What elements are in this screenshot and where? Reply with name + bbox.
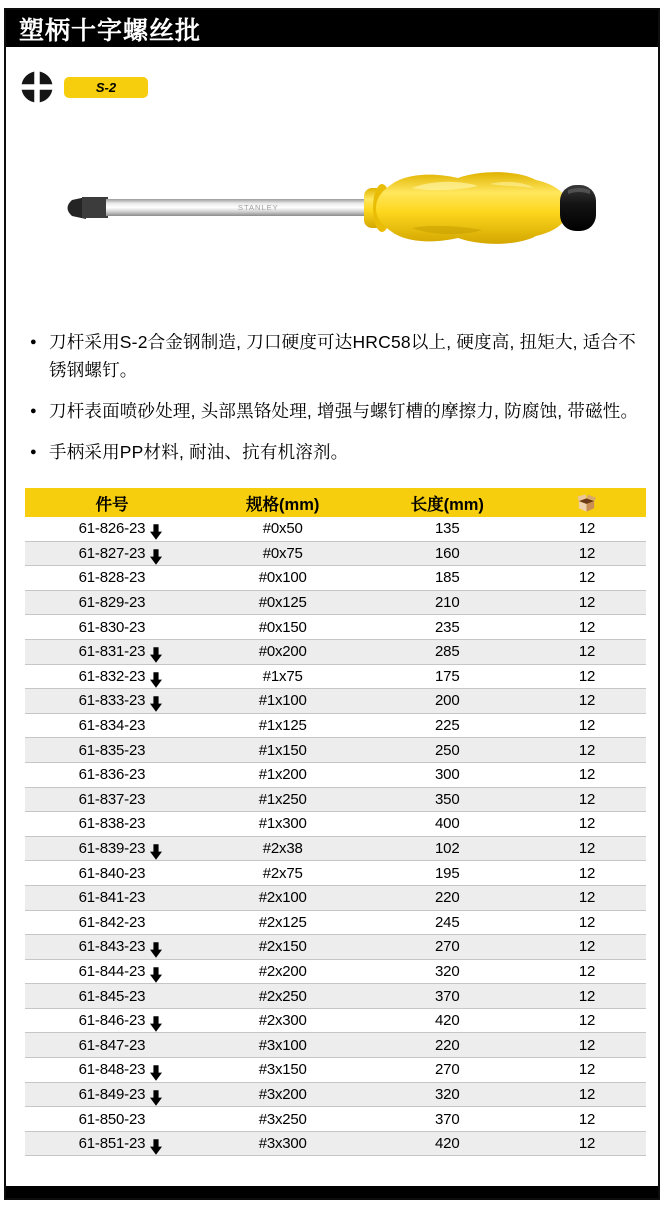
- part-number-cell: [25, 643, 199, 660]
- pack-qty-cell: 12: [578, 766, 596, 784]
- badge-row: [20, 70, 148, 104]
- down-arrow-icon: [150, 942, 162, 958]
- part-number: 61-841-23: [78, 889, 146, 907]
- down-arrow-icon: [150, 647, 162, 663]
- pack-qty-cell: 12: [578, 938, 596, 956]
- length-cell: 420: [435, 1012, 460, 1030]
- table-row: [25, 812, 646, 837]
- pack-qty-cell: 12: [578, 1110, 596, 1128]
- pack-qty-cell: 12: [578, 790, 596, 808]
- page-title-bar: [6, 10, 658, 47]
- table-row: [25, 861, 646, 886]
- spec-cell: #3x200: [258, 1085, 307, 1103]
- length-cell: 285: [435, 643, 460, 661]
- part-number-cell: [25, 889, 199, 906]
- page-title: 塑柄十字螺丝批: [19, 16, 202, 45]
- feature-text: 刀杆表面喷砂处理, 头部黑铬处理, 增强与螺钉槽的摩擦力, 防腐蚀, 带磁性。: [49, 401, 639, 421]
- column-header-length: 长度(mm): [410, 495, 484, 514]
- length-cell: 350: [435, 790, 460, 808]
- length-cell: 270: [435, 938, 460, 956]
- length-cell: 225: [435, 717, 460, 735]
- footer-bar: [6, 1186, 658, 1198]
- brand-mark: STANLEY: [238, 203, 279, 212]
- part-number: 61-826-23: [78, 520, 146, 538]
- table-row: [25, 1107, 646, 1132]
- product-image: [20, 130, 632, 290]
- spec-table-body: [25, 517, 646, 1156]
- down-arrow-icon: [150, 1090, 162, 1106]
- column-header-pack-qty: [528, 493, 646, 513]
- spec-cell: #0x200: [258, 643, 307, 661]
- table-row: [25, 738, 646, 763]
- part-number: 61-845-23: [78, 987, 146, 1005]
- part-number: 61-847-23: [78, 1036, 146, 1054]
- table-row: [25, 935, 646, 960]
- pack-qty-cell: 12: [578, 667, 596, 685]
- length-cell: 245: [435, 913, 460, 931]
- table-row: [25, 665, 646, 690]
- table-row: [25, 763, 646, 788]
- steel-grade-label: S-2: [95, 79, 117, 95]
- spec-cell: #2x100: [258, 889, 307, 907]
- table-row: [25, 837, 646, 862]
- part-number-cell: [25, 545, 199, 562]
- bullet-icon: ●: [30, 446, 37, 458]
- spec-cell: #3x150: [258, 1061, 307, 1079]
- pack-qty-cell: 12: [578, 692, 596, 710]
- part-number-cell: [25, 988, 199, 1005]
- pack-qty-cell: 12: [578, 1036, 596, 1054]
- part-number: 61-851-23: [78, 1135, 146, 1153]
- part-number: 61-842-23: [78, 913, 146, 931]
- part-number-cell: [25, 938, 199, 955]
- length-cell: 220: [435, 1036, 460, 1054]
- spec-cell: #1x125: [258, 717, 307, 735]
- part-number-cell: [25, 766, 199, 783]
- part-number: 61-836-23: [78, 766, 146, 784]
- feature-text: 手柄采用PP材料, 耐油、抗有机溶剂。: [49, 442, 349, 462]
- column-header-part-no: 件号: [95, 495, 129, 514]
- table-row: [25, 517, 646, 542]
- pack-qty-cell: 12: [578, 815, 596, 833]
- spec-cell: #0x100: [258, 569, 307, 587]
- column-header-spec: 规格(mm): [246, 495, 320, 514]
- catalog-page: [4, 8, 660, 1200]
- part-number-cell: [25, 594, 199, 611]
- part-number: 61-830-23: [78, 618, 146, 636]
- box-icon: [575, 493, 598, 513]
- part-number-cell: [25, 1086, 199, 1103]
- down-arrow-icon: [150, 967, 162, 983]
- table-row: [25, 1132, 646, 1157]
- table-row: [25, 911, 646, 936]
- spec-cell: #1x100: [258, 692, 307, 710]
- part-number: 61-849-23: [78, 1085, 146, 1103]
- part-number-cell: [25, 963, 199, 980]
- part-number: 61-828-23: [78, 569, 146, 587]
- part-number-cell: [25, 1111, 199, 1128]
- pack-qty-cell: 12: [578, 1085, 596, 1103]
- part-number: 61-839-23: [78, 840, 146, 858]
- bullet-icon: ●: [30, 405, 37, 417]
- part-number: 61-848-23: [78, 1061, 146, 1079]
- table-row: [25, 689, 646, 714]
- spec-cell: #2x200: [258, 962, 307, 980]
- part-number: 61-843-23: [78, 938, 146, 956]
- spec-cell: #2x150: [258, 938, 307, 956]
- feature-item: [30, 397, 646, 425]
- spec-cell: #2x250: [258, 987, 307, 1005]
- feature-list: [30, 328, 646, 479]
- length-cell: 235: [435, 618, 460, 636]
- part-number-cell: [25, 619, 199, 636]
- table-row: [25, 788, 646, 813]
- part-number: 61-840-23: [78, 864, 146, 882]
- down-arrow-icon: [150, 1139, 162, 1155]
- spec-cell: #1x150: [258, 741, 307, 759]
- down-arrow-icon: [150, 844, 162, 860]
- spec-cell: #0x50: [262, 520, 303, 538]
- spec-cell: #1x250: [258, 790, 307, 808]
- part-number-cell: [25, 1037, 199, 1054]
- part-number-cell: [25, 668, 199, 685]
- steel-grade-badge: [64, 77, 148, 98]
- part-number-cell: [25, 569, 199, 586]
- spec-table-header: [25, 488, 646, 517]
- table-row: [25, 714, 646, 739]
- down-arrow-icon: [150, 1016, 162, 1032]
- pack-qty-cell: 12: [578, 987, 596, 1005]
- spec-cell: #0x125: [258, 594, 307, 612]
- length-cell: 320: [435, 1085, 460, 1103]
- part-number: 61-846-23: [78, 1012, 146, 1030]
- table-row: [25, 615, 646, 640]
- spec-cell: #1x300: [258, 815, 307, 833]
- down-arrow-icon: [150, 672, 162, 688]
- length-cell: 300: [435, 766, 460, 784]
- pack-qty-cell: 12: [578, 1135, 596, 1153]
- down-arrow-icon: [150, 1065, 162, 1081]
- feature-item: [30, 328, 646, 384]
- spec-cell: #3x100: [258, 1036, 307, 1054]
- phillips-cross-icon: [20, 70, 54, 104]
- length-cell: 370: [435, 987, 460, 1005]
- spec-cell: #1x75: [262, 667, 303, 685]
- length-cell: 400: [435, 815, 460, 833]
- length-cell: 102: [435, 840, 460, 858]
- table-row: [25, 1058, 646, 1083]
- pack-qty-cell: 12: [578, 864, 596, 882]
- spec-table: [25, 488, 646, 1156]
- part-number-cell: [25, 1012, 199, 1029]
- part-number-cell: [25, 865, 199, 882]
- table-row: [25, 960, 646, 985]
- part-number: 61-832-23: [78, 667, 146, 685]
- table-row: [25, 1083, 646, 1108]
- length-cell: 320: [435, 962, 460, 980]
- bullet-icon: ●: [30, 336, 37, 348]
- table-row: [25, 542, 646, 567]
- table-row: [25, 640, 646, 665]
- part-number: 61-827-23: [78, 544, 146, 562]
- part-number-cell: [25, 791, 199, 808]
- part-number-cell: [25, 815, 199, 832]
- pack-qty-cell: 12: [578, 520, 596, 538]
- table-row: [25, 566, 646, 591]
- spec-cell: #1x200: [258, 766, 307, 784]
- length-cell: 270: [435, 1061, 460, 1079]
- length-cell: 160: [435, 544, 460, 562]
- spec-cell: #2x75: [262, 864, 303, 882]
- part-number: 61-834-23: [78, 717, 146, 735]
- part-number: 61-829-23: [78, 594, 146, 612]
- pack-qty-cell: 12: [578, 1061, 596, 1079]
- part-number: 61-837-23: [78, 790, 146, 808]
- part-number-cell: [25, 717, 199, 734]
- pack-qty-cell: 12: [578, 717, 596, 735]
- pack-qty-cell: 12: [578, 1012, 596, 1030]
- length-cell: 420: [435, 1135, 460, 1153]
- part-number-cell: [25, 1061, 199, 1078]
- table-row: [25, 591, 646, 616]
- table-row: [25, 1009, 646, 1034]
- length-cell: 220: [435, 889, 460, 907]
- length-cell: 370: [435, 1110, 460, 1128]
- down-arrow-icon: [150, 524, 162, 540]
- pack-qty-cell: 12: [578, 889, 596, 907]
- part-number-cell: [25, 914, 199, 931]
- table-row: [25, 886, 646, 911]
- spec-cell: #0x75: [262, 544, 303, 562]
- part-number: 61-850-23: [78, 1110, 146, 1128]
- length-cell: 135: [435, 520, 460, 538]
- part-number-cell: [25, 520, 199, 537]
- length-cell: 195: [435, 864, 460, 882]
- feature-text: 刀杆采用S-2合金钢制造, 刀口硬度可达HRC58以上, 硬度高, 扭矩大, 适合不锈钢螺钉。: [49, 332, 636, 380]
- length-cell: 250: [435, 741, 460, 759]
- length-cell: 185: [435, 569, 460, 587]
- feature-item: [30, 438, 646, 466]
- down-arrow-icon: [150, 549, 162, 565]
- spec-cell: #2x38: [262, 840, 303, 858]
- pack-qty-cell: 12: [578, 962, 596, 980]
- spec-cell: #2x125: [258, 913, 307, 931]
- pack-qty-cell: 12: [578, 913, 596, 931]
- part-number-cell: [25, 742, 199, 759]
- part-number-cell: [25, 692, 199, 709]
- length-cell: 210: [435, 594, 460, 612]
- down-arrow-icon: [150, 696, 162, 712]
- part-number: 61-838-23: [78, 815, 146, 833]
- length-cell: 175: [435, 667, 460, 685]
- screwdriver-handle: [376, 172, 568, 244]
- length-cell: 200: [435, 692, 460, 710]
- part-number-cell: [25, 840, 199, 857]
- pack-qty-cell: 12: [578, 544, 596, 562]
- screwdriver-illustration: [20, 130, 632, 290]
- spec-cell: #3x250: [258, 1110, 307, 1128]
- pack-qty-cell: 12: [578, 840, 596, 858]
- part-number-cell: [25, 1135, 199, 1152]
- table-row: [25, 1033, 646, 1058]
- pack-qty-cell: 12: [578, 594, 596, 612]
- pack-qty-cell: 12: [578, 569, 596, 587]
- part-number: 61-831-23: [78, 643, 146, 661]
- table-row: [25, 984, 646, 1009]
- spec-cell: #2x300: [258, 1012, 307, 1030]
- pack-qty-cell: 12: [578, 618, 596, 636]
- part-number: 61-844-23: [78, 962, 146, 980]
- part-number: 61-833-23: [78, 692, 146, 710]
- pack-qty-cell: 12: [578, 741, 596, 759]
- spec-cell: #3x300: [258, 1135, 307, 1153]
- spec-cell: #0x150: [258, 618, 307, 636]
- pack-qty-cell: 12: [578, 643, 596, 661]
- part-number: 61-835-23: [78, 741, 146, 759]
